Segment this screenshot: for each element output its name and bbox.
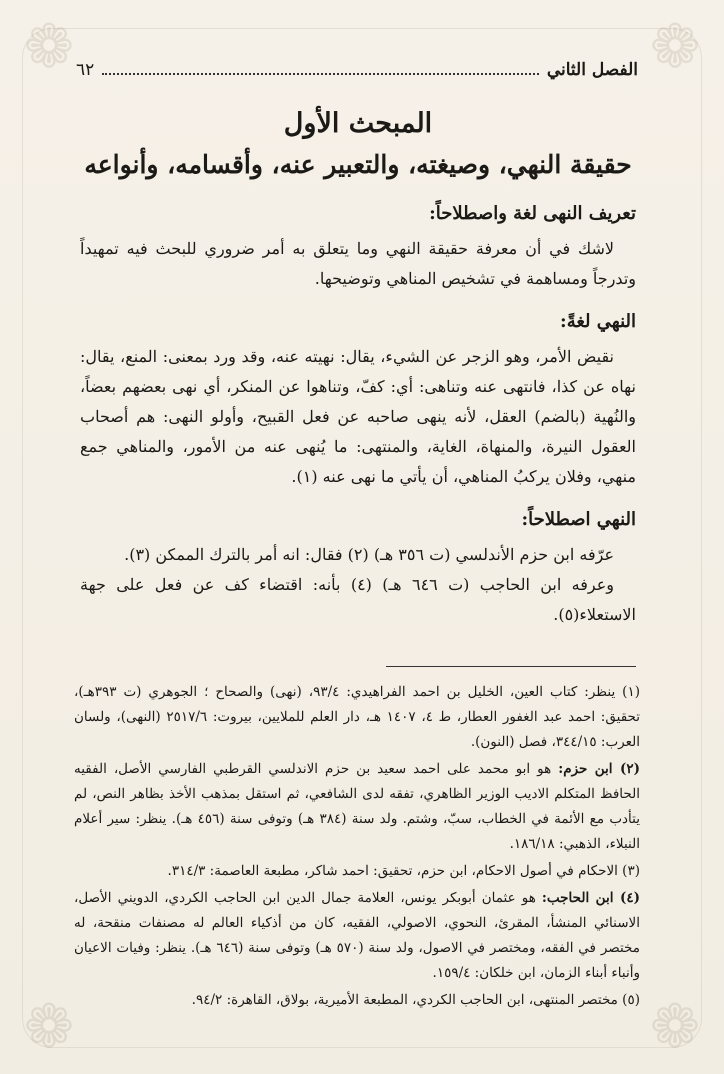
footnote: (٢) ابن حزم: هو ابو محمد على احمد سعيد بن حزم الاندلسي القرطبي الفارسي الأصل، الفقيه الحافظ المتكلم الاديب الوزير الظاهري، تفقه لدى الشافعي، ثم استقل بمذهب الأخذ بظاهر النص، لم يتأدب مع الأئمة في الخطاب، سبّ، وشتم. ولد سنة (٣٨٤ هـ) وتوفى سنة (٤٥٦ هـ). ينظر: سير أعلام النبلاء، الذهبي: ١٨٦/١٨. bbox=[74, 761, 640, 852]
intro-paragraph: لاشك في أن معرفة حقيقة النهي وما يتعلق به أمر ضروري للبحث فيه تمهيداً وتدرجاً ومساهمة في تشخيص المناهي وتوضيحها. bbox=[80, 239, 636, 288]
technical-title: النهي اصطلاحاً: bbox=[521, 509, 636, 530]
page-number: ٦٢ bbox=[76, 60, 95, 80]
footnotes bbox=[74, 680, 640, 1015]
header-dotted-leader bbox=[102, 63, 539, 75]
corner-ornament-icon: ❁ bbox=[649, 12, 701, 82]
linguistic-title: النهي لغةً: bbox=[560, 311, 636, 332]
footnote: (٣) الاحكام في أصول الاحكام، ابن حزم، تحقيق: احمد شاكر، مطبعة العاصمة: ٣١٤/٣. bbox=[167, 863, 640, 879]
technical-line-2: وعرفه ابن الحاجب (ت ٦٤٦ هـ) (٤) بأنه: اقتضاء كف عن فعل على جهة الاستعلاء(٥). bbox=[80, 575, 636, 624]
section-heading: المبحث الأول bbox=[283, 108, 433, 139]
definition-title: تعريف النهى لغة واصطلاحاً: bbox=[429, 203, 636, 224]
running-header bbox=[76, 60, 638, 80]
technical-line-1: عرّفه ابن حزم الأندلسي (ت ٣٥٦ هـ) (٢) فقال: انه أمر بالترك الممكن (٣). bbox=[124, 545, 614, 564]
corner-ornament-icon: ❁ bbox=[649, 992, 701, 1062]
main-text bbox=[80, 104, 636, 630]
footnote-separator bbox=[386, 666, 636, 667]
section-subheading: حقيقة النهي، وصيغته، والتعبير عنه، وأقسامه، وأنواعه bbox=[84, 150, 632, 179]
footnote: (٥) مختصر المنتهى، ابن الحاجب الكردي، المطبعة الأميرية، بولاق، القاهرة: ٩٤/٢. bbox=[191, 992, 640, 1008]
linguistic-paragraph: نقيض الأمر، وهو الزجر عن الشيء، يقال: نهيته عنه، وقد ورد بمعنى: المنع، يقال: نهاه عن كذا، فانتهى عنه وتناهى: أي: كفّ، وتناهوا عن المنكر، أي نهى بعضهم بعضاً، والنُهية (بالضم) العقل، لأنه ينهى صاحبه عن فعل القبيح، وأولو النهى: هم أصحاب العقول النيرة، والمنهاة، الغاية، والمنتهى: ما يُنهى عنه من الأمور، والمناهي جمع منهي، وفلان يركبُ المناهي، أن يأتي ما نهى عنه (١). bbox=[80, 347, 636, 486]
footnote: (٤) ابن الحاجب: هو عثمان أبوبكر يونس، العلامة جمال الدين ابن الحاجب الكردي، الدويني الأصل، الاسنائي المنشأ، المقرئ، النحوي، الاصولي، الفقيه، كان من أذكياء العالم له مصنفات منقحة، له مختصر في الفقه، ومختصر في الاصول، ولد سنة (٥٧٠ هـ) وتوفى سنة (٦٤٦ هـ). ينظر: وفيات الاعيان وأنباء أبناء الزمان، ابن خلكان: ١٥٩/٤. bbox=[74, 890, 640, 981]
corner-ornament-icon: ❁ bbox=[23, 992, 75, 1062]
footnote: (١) ينظر: كتاب العين، الخليل بن احمد الفراهيدي: ٩٣/٤، (نهى) والصحاح ؛ الجوهري (ت ٣٩٣هـ)، تحقيق: احمد عبد الغفور العطار، ط ٤، ١٤٠٧ هـ، دار العلم للملايين، بيروت: ٢٥١٧/٦ (النهى)، ولسان العرب: ٣٤٤/١٥، فصل (النون). bbox=[74, 684, 640, 750]
chapter-title: الفصل الثاني bbox=[546, 60, 638, 80]
corner-ornament-icon: ❁ bbox=[23, 12, 75, 82]
